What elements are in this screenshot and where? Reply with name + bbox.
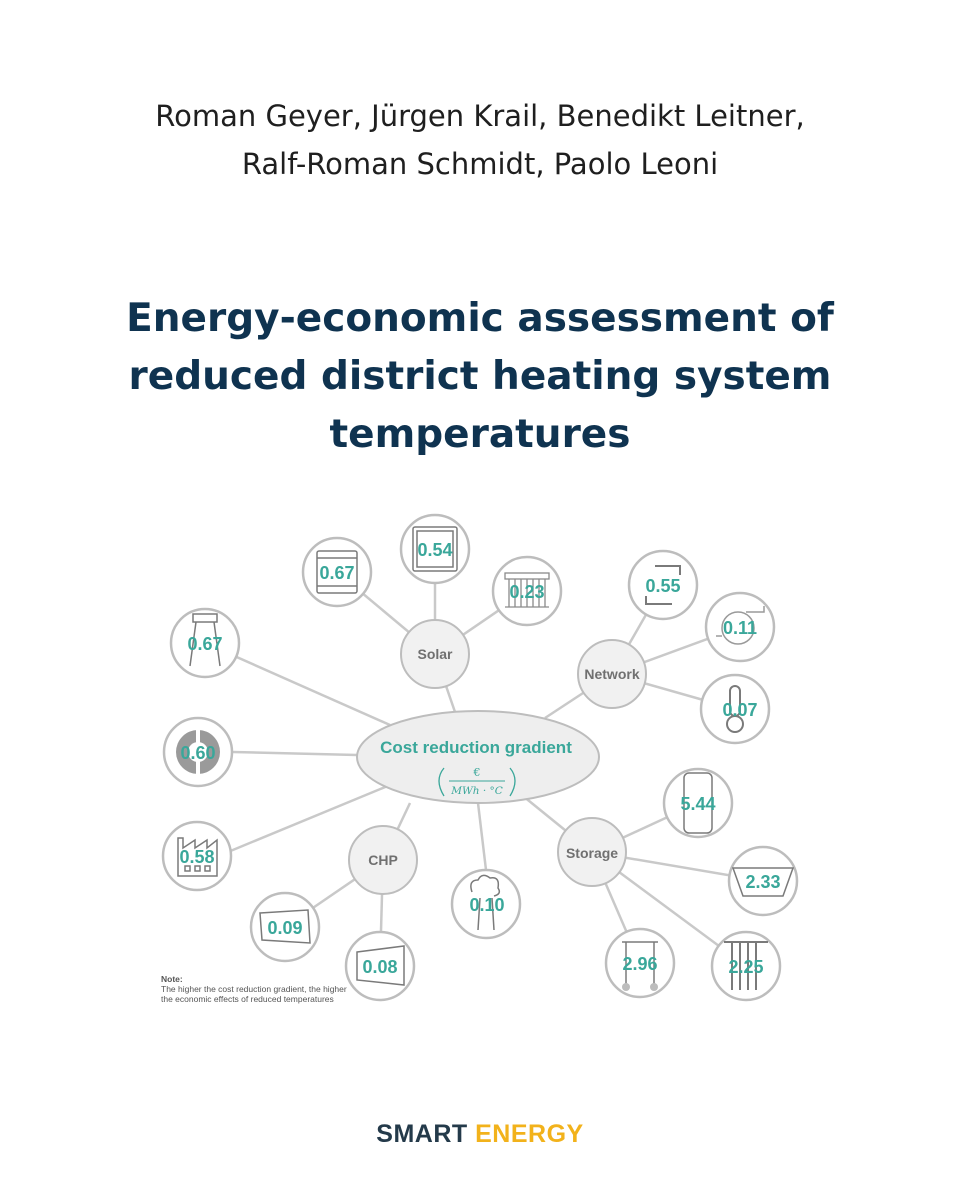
center-label: Cost reduction gradient (380, 738, 572, 757)
node-heat-pump (164, 718, 232, 786)
node-solar-flat-plate (303, 538, 371, 606)
value-label: 2.96 (622, 954, 658, 974)
connector-center-heat-pump (233, 752, 357, 755)
value-label: 0.23 (509, 582, 545, 602)
value-label: 0.08 (362, 957, 398, 977)
node-storage-pit (729, 847, 797, 915)
authors-line-1: Roman Geyer, Jürgen Krail, Benedikt Leitner, (155, 99, 805, 133)
node-solar-pvt (401, 515, 469, 583)
title-line-1: Energy-economic assessment of (126, 296, 834, 341)
node-network-pump (706, 593, 774, 661)
value-label: 0.55 (645, 576, 681, 596)
center-node (357, 711, 599, 803)
value-label: 0.10 (469, 895, 505, 915)
title-line-2: reduced district heating system (128, 354, 832, 399)
brand-word-smart: SMART (376, 1120, 468, 1148)
title-line-3: temperatures (329, 412, 631, 457)
node-industry-excess (171, 609, 239, 677)
node-network-loss (629, 551, 697, 619)
note-line-1: The higher the cost reduction gradient, the higher (161, 984, 347, 994)
node-solar-tube (493, 557, 561, 625)
unit-numerator: € (473, 766, 481, 779)
diagram-note (161, 974, 347, 1004)
brand-logo (0, 1120, 960, 1149)
value-label: 0.54 (417, 540, 453, 560)
hub-chp (349, 826, 417, 894)
node-network-temp (701, 675, 769, 743)
node-chp-b (346, 932, 414, 1000)
brand-word-energy: ENERGY (475, 1120, 584, 1148)
value-label: 0.07 (722, 700, 758, 720)
node-chp-a (251, 893, 319, 961)
node-storage-tank (664, 769, 732, 837)
hub-solar (401, 620, 469, 688)
value-label: 0.60 (180, 743, 216, 763)
node-industry-waste (163, 822, 231, 890)
value-label: 0.11 (722, 618, 758, 638)
node-storage-aquifer (606, 929, 674, 997)
node-storage-borehole (712, 932, 780, 1000)
value-label: 5.44 (680, 794, 716, 814)
node-geothermal (452, 870, 520, 938)
hub-storage-label: Storage (565, 845, 619, 861)
value-label: 2.33 (745, 872, 781, 892)
value-label: 0.09 (267, 918, 303, 938)
unit-denominator: MWh · °C (451, 785, 503, 797)
connector-center-geothermal (478, 803, 486, 870)
hub-network (578, 640, 646, 708)
hub-chp-label: CHP (368, 852, 398, 868)
value-label: 2.25 (728, 957, 764, 977)
hub-storage (558, 818, 626, 886)
value-label: 0.67 (319, 563, 355, 583)
value-label: 0.67 (187, 634, 223, 654)
authors-line-2: Ralf-Roman Schmidt, Paolo Leoni (241, 147, 719, 181)
note-heading: Note: (161, 974, 183, 984)
note-line-2: the economic effects of reduced temperatures (161, 994, 334, 1004)
hub-solar-label: Solar (417, 646, 453, 662)
value-label: 0.58 (179, 847, 215, 867)
hub-network-label: Network (584, 666, 640, 682)
